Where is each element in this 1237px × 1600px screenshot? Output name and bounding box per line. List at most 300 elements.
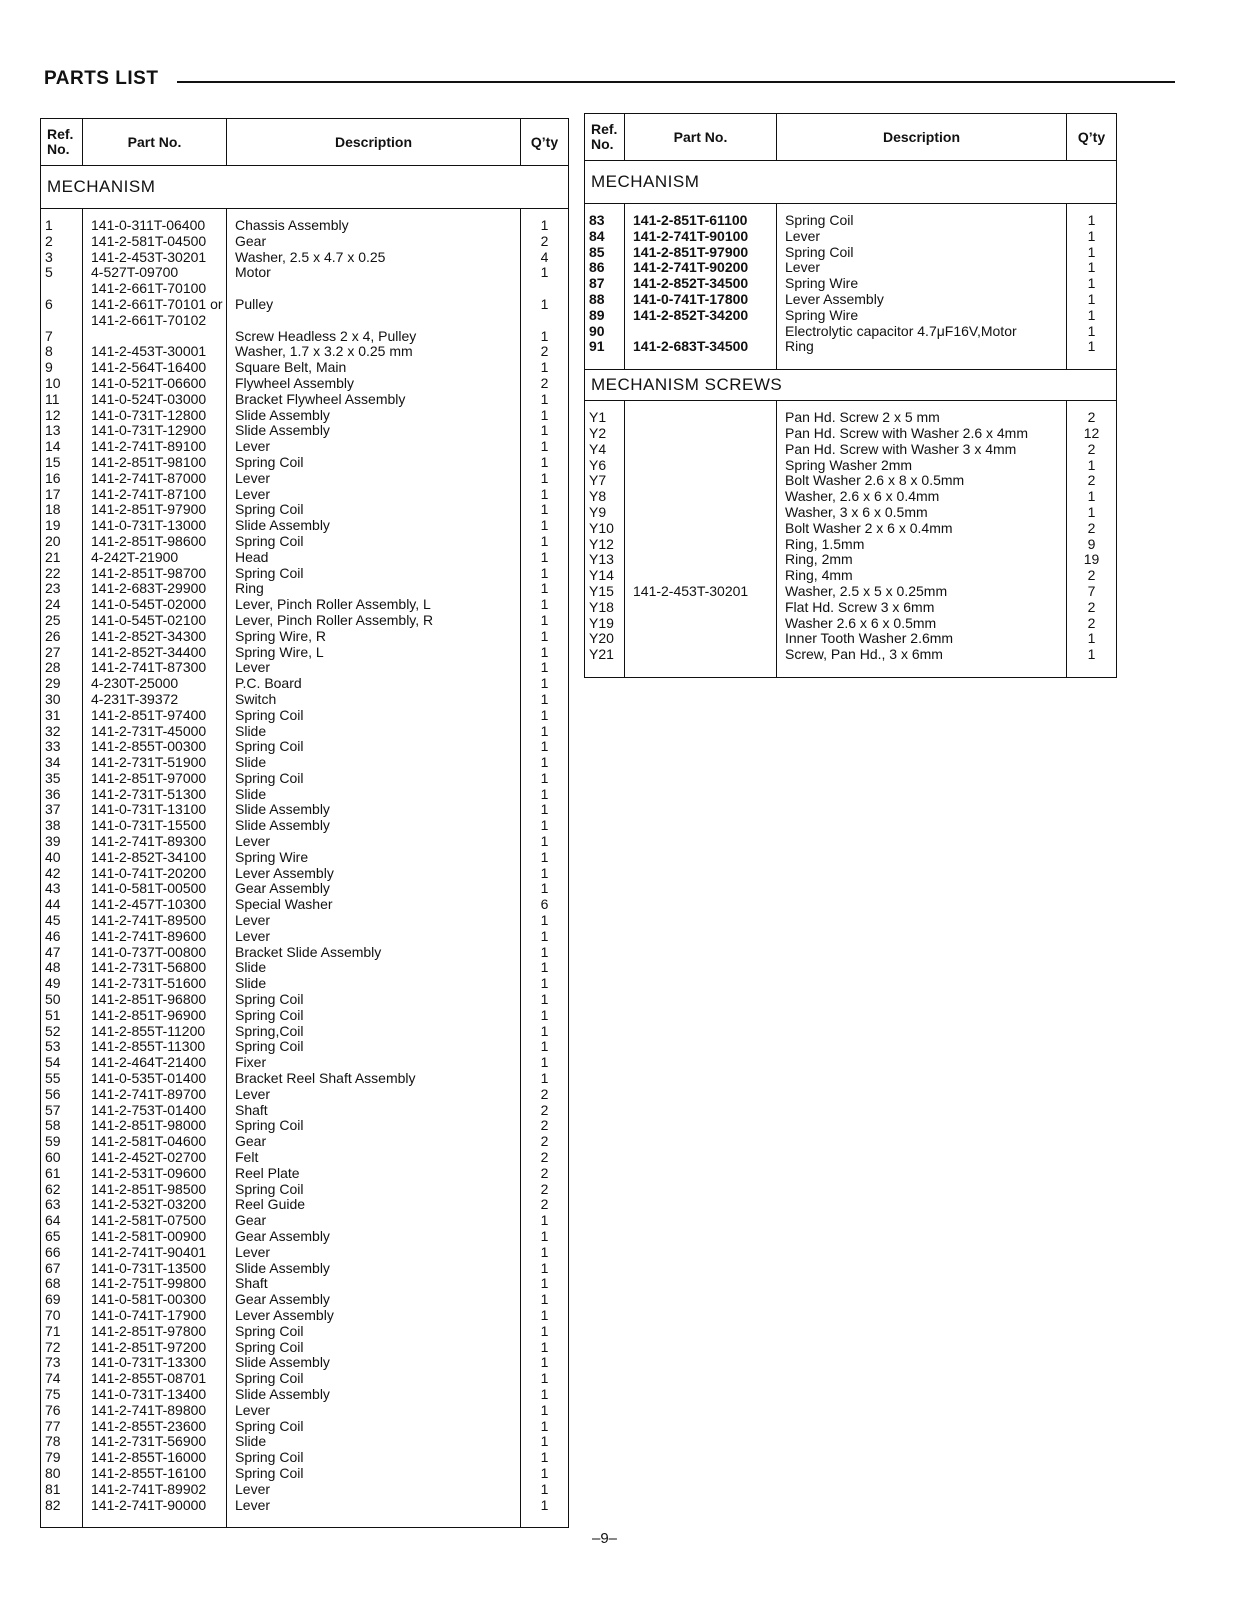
part-no-cell: 141-2-851T-96800 — [83, 992, 227, 1008]
description-cell: Slide — [227, 755, 521, 771]
table-row — [41, 1403, 569, 1419]
qty-cell: 1 — [521, 771, 569, 787]
description-cell: Bracket Reel Shaft Assembly — [227, 1071, 521, 1087]
description-cell: Lever — [227, 1498, 521, 1514]
part-no-cell: 141-2-661T-70100 — [83, 281, 227, 297]
part-no-cell — [625, 473, 777, 489]
table-row — [41, 581, 569, 597]
ref-cell: 54 — [41, 1055, 83, 1071]
qty-cell: 1 — [521, 692, 569, 708]
ref-cell: 45 — [41, 913, 83, 929]
ref-cell: 83 — [585, 213, 625, 229]
ref-cell: 2 — [41, 234, 83, 250]
description-cell: Shaft — [227, 1276, 521, 1292]
table-row — [41, 676, 569, 692]
ref-cell: Y20 — [585, 631, 625, 647]
part-no-cell: 141-2-851T-98100 — [83, 455, 227, 471]
qty-cell: 1 — [521, 360, 569, 376]
part-no-cell — [625, 600, 777, 616]
table-row — [585, 537, 1117, 553]
qty-cell — [521, 281, 569, 297]
qty-cell: 1 — [521, 1498, 569, 1514]
qty-cell: 1 — [521, 1039, 569, 1055]
part-no-cell: 141-2-852T-34500 — [625, 276, 777, 292]
ref-cell: Y10 — [585, 521, 625, 537]
description-cell: Motor — [227, 265, 521, 281]
qty-cell: 1 — [1067, 245, 1117, 261]
description-cell: Washer 2.6 x 6 x 0.5mm — [777, 616, 1067, 632]
table-row — [41, 724, 569, 740]
qty-cell: 1 — [1067, 647, 1117, 663]
qty-cell: 1 — [521, 708, 569, 724]
part-no-cell: 4-242T-21900 — [83, 550, 227, 566]
table-row — [41, 439, 569, 455]
qty-cell: 1 — [521, 629, 569, 645]
qty-cell: 1 — [521, 960, 569, 976]
qty-cell: 1 — [521, 1024, 569, 1040]
table-row — [585, 442, 1117, 458]
description-cell: Washer, 3 x 6 x 0.5mm — [777, 505, 1067, 521]
table-row — [41, 1482, 569, 1498]
description-cell: Gear Assembly — [227, 881, 521, 897]
description-cell: Slide Assembly — [227, 1387, 521, 1403]
table-row — [585, 521, 1117, 537]
description-cell: Electrolytic capacitor 4.7μF16V,Motor — [777, 324, 1067, 340]
ref-cell — [41, 281, 83, 297]
qty-cell: 1 — [521, 676, 569, 692]
description-cell: Spring Wire, L — [227, 645, 521, 661]
ref-cell: 18 — [41, 502, 83, 518]
part-no-cell: 141-2-731T-51900 — [83, 755, 227, 771]
table-row — [41, 945, 569, 961]
table-row — [41, 313, 569, 329]
table-row — [585, 308, 1117, 324]
description-cell: Switch — [227, 692, 521, 708]
description-cell: Spring Coil — [227, 1008, 521, 1024]
qty-cell — [521, 313, 569, 329]
part-no-cell: 141-2-855T-16000 — [83, 1450, 227, 1466]
part-no-cell — [625, 410, 777, 426]
description-cell: Spring Coil — [227, 739, 521, 755]
qty-cell: 1 — [521, 976, 569, 992]
part-no-cell: 141-2-855T-00300 — [83, 739, 227, 755]
description-cell: Lever, Pinch Roller Assembly, R — [227, 613, 521, 629]
part-no-cell: 141-2-855T-08701 — [83, 1371, 227, 1387]
part-no-cell: 141-2-851T-98600 — [83, 534, 227, 550]
qty-cell: 2 — [521, 1087, 569, 1103]
part-no-cell: 141-2-751T-99800 — [83, 1276, 227, 1292]
qty-cell: 1 — [521, 739, 569, 755]
qty-cell: 1 — [521, 297, 569, 313]
description-cell: Lever — [227, 660, 521, 676]
ref-cell: 42 — [41, 866, 83, 882]
qty-cell: 1 — [521, 1387, 569, 1403]
ref-cell: 43 — [41, 881, 83, 897]
part-no-cell: 141-0-545T-02100 — [83, 613, 227, 629]
qty-cell: 2 — [521, 1103, 569, 1119]
ref-cell: 7 — [41, 329, 83, 345]
qty-cell: 1 — [1067, 631, 1117, 647]
ref-cell: 19 — [41, 518, 83, 534]
ref-cell: 11 — [41, 392, 83, 408]
part-no-cell — [83, 329, 227, 345]
qty-cell: 7 — [1067, 584, 1117, 600]
qty-cell: 1 — [521, 818, 569, 834]
description-cell: Head — [227, 550, 521, 566]
qty-cell: 1 — [521, 423, 569, 439]
table-row — [41, 1324, 569, 1340]
qty-cell: 1 — [521, 518, 569, 534]
ref-cell: 14 — [41, 439, 83, 455]
description-cell: Spring Coil — [227, 1118, 521, 1134]
part-no-cell — [625, 324, 777, 340]
description-cell: Ring, 2mm — [777, 552, 1067, 568]
table-row — [41, 1118, 569, 1134]
ref-cell: 88 — [585, 292, 625, 308]
table-row — [585, 473, 1117, 489]
description-cell: Spring Wire — [777, 308, 1067, 324]
qty-cell: 1 — [1067, 292, 1117, 308]
ref-cell: 66 — [41, 1245, 83, 1261]
ref-cell: 51 — [41, 1008, 83, 1024]
description-cell: Bolt Washer 2 x 6 x 0.4mm — [777, 521, 1067, 537]
description-cell: Lever Assembly — [777, 292, 1067, 308]
description-cell: Pulley — [227, 297, 521, 313]
table-row — [41, 976, 569, 992]
ref-cell: 58 — [41, 1118, 83, 1134]
table-row — [41, 834, 569, 850]
table-row — [41, 250, 569, 266]
part-no-cell: 141-2-855T-16100 — [83, 1466, 227, 1482]
ref-cell: 8 — [41, 344, 83, 360]
qty-cell: 1 — [521, 1245, 569, 1261]
table-row — [41, 1355, 569, 1371]
part-no-cell: 4-231T-39372 — [83, 692, 227, 708]
ref-cell: 25 — [41, 613, 83, 629]
part-no-cell: 141-2-851T-97400 — [83, 708, 227, 724]
page-title: PARTS LIST — [44, 68, 159, 89]
table-row — [41, 771, 569, 787]
ref-cell: 52 — [41, 1024, 83, 1040]
part-no-cell: 141-2-851T-96900 — [83, 1008, 227, 1024]
qty-cell: 1 — [521, 1450, 569, 1466]
ref-cell: 13 — [41, 423, 83, 439]
description-cell: Slide — [227, 787, 521, 803]
qty-cell: 2 — [1067, 521, 1117, 537]
ref-cell: 1 — [41, 218, 83, 234]
part-no-cell: 141-0-731T-13500 — [83, 1261, 227, 1277]
part-no-cell: 4-527T-09700 — [83, 265, 227, 281]
table-row — [585, 458, 1117, 474]
ref-cell: 76 — [41, 1403, 83, 1419]
table-row — [41, 960, 569, 976]
table-row — [585, 339, 1117, 355]
table-row — [41, 597, 569, 613]
qty-cell: 1 — [521, 329, 569, 345]
part-no-cell: 141-0-535T-01400 — [83, 1071, 227, 1087]
qty-cell: 1 — [521, 1355, 569, 1371]
description-cell: Lever — [227, 1087, 521, 1103]
part-no-cell: 141-2-741T-87100 — [83, 487, 227, 503]
part-no-cell: 4-230T-25000 — [83, 676, 227, 692]
table-row — [41, 281, 569, 297]
qty-cell: 1 — [1067, 489, 1117, 505]
qty-cell: 1 — [521, 550, 569, 566]
part-no-cell: 141-0-741T-20200 — [83, 866, 227, 882]
ref-cell: Y4 — [585, 442, 625, 458]
qty-cell: 1 — [521, 992, 569, 1008]
table-row — [585, 631, 1117, 647]
part-no-cell: 141-2-851T-97200 — [83, 1340, 227, 1356]
description-cell: Reel Plate — [227, 1166, 521, 1182]
qty-cell: 1 — [521, 502, 569, 518]
table-row — [41, 1245, 569, 1261]
description-cell: Spring Wire — [227, 850, 521, 866]
part-no-cell: 141-2-741T-89500 — [83, 913, 227, 929]
ref-cell: Y9 — [585, 505, 625, 521]
description-cell: Felt — [227, 1150, 521, 1166]
table-row — [41, 1103, 569, 1119]
ref-cell: 10 — [41, 376, 83, 392]
part-no-cell: 141-0-731T-13400 — [83, 1387, 227, 1403]
part-no-cell: 141-2-453T-30201 — [625, 584, 777, 600]
table-row — [41, 1292, 569, 1308]
description-cell: Lever — [227, 439, 521, 455]
ref-cell: 36 — [41, 787, 83, 803]
part-no-cell: 141-2-855T-11300 — [83, 1039, 227, 1055]
description-cell: Bracket Flywheel Assembly — [227, 392, 521, 408]
part-no-cell: 141-2-851T-61100 — [625, 213, 777, 229]
description-cell: Gear — [227, 234, 521, 250]
qty-cell: 1 — [521, 945, 569, 961]
ref-cell: 35 — [41, 771, 83, 787]
part-no-cell: 141-2-855T-11200 — [83, 1024, 227, 1040]
qty-cell: 1 — [521, 850, 569, 866]
ref-cell: 87 — [585, 276, 625, 292]
ref-cell: 81 — [41, 1482, 83, 1498]
qty-cell: 1 — [521, 1292, 569, 1308]
table-row — [585, 426, 1117, 442]
qty-cell: 2 — [521, 1166, 569, 1182]
description-cell: Lever — [227, 834, 521, 850]
description-cell — [227, 313, 521, 329]
description-cell: Flat Hd. Screw 3 x 6mm — [777, 600, 1067, 616]
qty-cell: 1 — [521, 724, 569, 740]
qty-cell: 1 — [521, 218, 569, 234]
table-row — [41, 566, 569, 582]
screw-items — [585, 401, 1117, 678]
description-cell: Spring Coil — [227, 1419, 521, 1435]
qty-cell: 2 — [521, 1118, 569, 1134]
table-row — [41, 392, 569, 408]
ref-cell: 9 — [41, 360, 83, 376]
qty-cell: 1 — [521, 392, 569, 408]
description-cell: Slide — [227, 1434, 521, 1450]
qty-cell: 1 — [521, 929, 569, 945]
description-cell: Gear — [227, 1134, 521, 1150]
qty-cell: 1 — [521, 471, 569, 487]
table-row — [41, 739, 569, 755]
qty-cell: 1 — [521, 1276, 569, 1292]
ref-cell: 73 — [41, 1355, 83, 1371]
description-cell: Spring Coil — [227, 534, 521, 550]
table-row — [41, 1213, 569, 1229]
table-row — [41, 376, 569, 392]
table-row — [41, 613, 569, 629]
table-row — [585, 584, 1117, 600]
description-cell: Washer, 2.5 x 5 x 0.25mm — [777, 584, 1067, 600]
description-cell: Slide Assembly — [227, 818, 521, 834]
ref-cell: 24 — [41, 597, 83, 613]
ref-cell: 3 — [41, 250, 83, 266]
qty-cell: 1 — [521, 881, 569, 897]
ref-cell: 70 — [41, 1308, 83, 1324]
part-no-cell: 141-2-741T-90200 — [625, 260, 777, 276]
qty-cell: 4 — [521, 250, 569, 266]
table-row — [41, 1229, 569, 1245]
part-no-cell: 141-0-524T-03000 — [83, 392, 227, 408]
table-row — [41, 1261, 569, 1277]
table-row — [41, 897, 569, 913]
qty-cell: 1 — [521, 455, 569, 471]
ref-cell: 72 — [41, 1340, 83, 1356]
qty-cell: 2 — [1067, 568, 1117, 584]
part-no-cell: 141-2-851T-98700 — [83, 566, 227, 582]
description-cell: Shaft — [227, 1103, 521, 1119]
part-no-cell: 141-2-753T-01400 — [83, 1103, 227, 1119]
qty-cell: 1 — [521, 1403, 569, 1419]
qty-cell: 9 — [1067, 537, 1117, 553]
ref-cell: 91 — [585, 339, 625, 355]
part-no-cell: 141-0-731T-15500 — [83, 818, 227, 834]
table-row — [41, 1450, 569, 1466]
qty-cell: 1 — [1067, 229, 1117, 245]
description-cell: Pan Hd. Screw 2 x 5 mm — [777, 410, 1067, 426]
table-row — [41, 1087, 569, 1103]
description-cell: Lever — [227, 1403, 521, 1419]
table-row — [41, 1166, 569, 1182]
qty-cell: 2 — [521, 376, 569, 392]
ref-cell: 17 — [41, 487, 83, 503]
ref-cell: 15 — [41, 455, 83, 471]
table-row — [585, 324, 1117, 340]
part-no-cell: 141-0-741T-17900 — [83, 1308, 227, 1324]
part-no-cell: 141-2-741T-89800 — [83, 1403, 227, 1419]
table-row — [41, 1498, 569, 1514]
part-no-cell: 141-2-661T-70101 or — [83, 297, 227, 313]
ref-cell: 86 — [585, 260, 625, 276]
part-no-cell: 141-0-545T-02000 — [83, 597, 227, 613]
ref-cell: 28 — [41, 660, 83, 676]
header-part-no: Part No. — [625, 114, 777, 161]
ref-cell: 82 — [41, 1498, 83, 1514]
part-no-cell: 141-2-741T-89902 — [83, 1482, 227, 1498]
ref-cell: 12 — [41, 408, 83, 424]
ref-cell: Y21 — [585, 647, 625, 663]
qty-cell: 1 — [1067, 213, 1117, 229]
part-no-cell: 141-0-731T-12900 — [83, 423, 227, 439]
ref-cell: Y13 — [585, 552, 625, 568]
table-row — [41, 550, 569, 566]
ref-cell: 53 — [41, 1039, 83, 1055]
qty-cell: 1 — [521, 1419, 569, 1435]
part-no-cell — [625, 568, 777, 584]
table-row — [41, 692, 569, 708]
description-cell: Spring Coil — [777, 213, 1067, 229]
qty-cell: 1 — [521, 1371, 569, 1387]
part-no-cell: 141-2-741T-87000 — [83, 471, 227, 487]
qty-cell: 2 — [1067, 473, 1117, 489]
table-row — [585, 229, 1117, 245]
description-cell: Spring Coil — [227, 992, 521, 1008]
part-no-cell: 141-2-741T-89300 — [83, 834, 227, 850]
table-row — [41, 1024, 569, 1040]
ref-cell: Y8 — [585, 489, 625, 505]
title-rule — [177, 81, 1175, 83]
qty-cell: 1 — [521, 581, 569, 597]
parts-table-right — [584, 113, 1117, 678]
qty-cell: 1 — [1067, 324, 1117, 340]
qty-cell: 1 — [1067, 458, 1117, 474]
part-no-cell: 141-2-851T-97900 — [625, 245, 777, 261]
qty-cell: 1 — [521, 597, 569, 613]
qty-cell: 1 — [521, 802, 569, 818]
part-no-cell: 141-2-731T-51600 — [83, 976, 227, 992]
description-cell: Spring Washer 2mm — [777, 458, 1067, 474]
description-cell: Spring Coil — [227, 502, 521, 518]
description-cell: Gear — [227, 1213, 521, 1229]
qty-cell: 19 — [1067, 552, 1117, 568]
description-cell: Slide Assembly — [227, 802, 521, 818]
section-title: MECHANISM — [585, 161, 1117, 204]
ref-cell: 75 — [41, 1387, 83, 1403]
ref-cell: 74 — [41, 1371, 83, 1387]
part-no-cell: 141-2-453T-30201 — [83, 250, 227, 266]
qty-cell: 2 — [1067, 600, 1117, 616]
qty-cell: 12 — [1067, 426, 1117, 442]
part-no-cell: 141-0-731T-13300 — [83, 1355, 227, 1371]
table-row — [585, 647, 1117, 663]
description-cell: Fixer — [227, 1055, 521, 1071]
ref-cell: 84 — [585, 229, 625, 245]
part-no-cell: 141-2-531T-09600 — [83, 1166, 227, 1182]
table-row — [41, 1134, 569, 1150]
qty-cell: 1 — [521, 1482, 569, 1498]
table-row — [41, 218, 569, 234]
table-row — [41, 471, 569, 487]
description-cell: Spring Coil — [777, 245, 1067, 261]
part-no-cell: 141-2-453T-30001 — [83, 344, 227, 360]
description-cell: Spring,Coil — [227, 1024, 521, 1040]
parts-table-left — [40, 118, 569, 1528]
table-row — [41, 866, 569, 882]
qty-cell: 1 — [521, 645, 569, 661]
header-description: Description — [777, 114, 1067, 161]
ref-cell: 69 — [41, 1292, 83, 1308]
part-no-cell: 141-2-731T-56800 — [83, 960, 227, 976]
ref-cell: Y19 — [585, 616, 625, 632]
table-row — [41, 881, 569, 897]
qty-cell: 1 — [521, 566, 569, 582]
description-cell — [227, 281, 521, 297]
table-row — [41, 487, 569, 503]
ref-cell: 68 — [41, 1276, 83, 1292]
ref-cell: 57 — [41, 1103, 83, 1119]
part-no-cell: 141-2-851T-97000 — [83, 771, 227, 787]
qty-cell: 1 — [521, 913, 569, 929]
part-no-cell — [625, 616, 777, 632]
ref-cell: 77 — [41, 1419, 83, 1435]
